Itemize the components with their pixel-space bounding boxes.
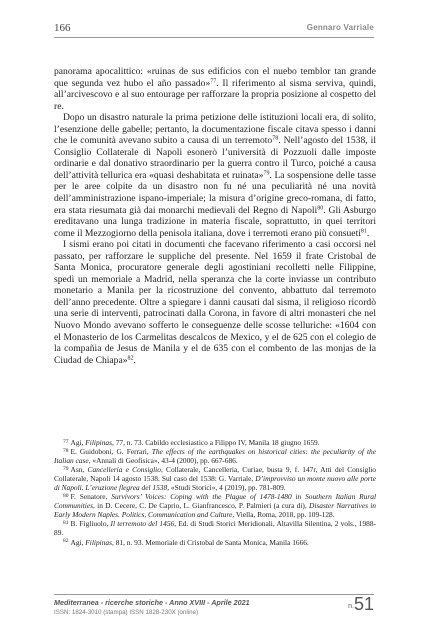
issue-number: 51 bbox=[353, 594, 374, 614]
footnote-text: , Ed. di Studi Storici Meridionali, Altavilla Silentina, 2 vols., 1988-89. bbox=[54, 519, 376, 538]
body-text-run: . Gli Asburgo ereditavano una lunga tradizione in materia fiscale, soprattutto, in quei territori come il Mezzogiorno della penisola italiana, dove i terremoti erano più consueti bbox=[54, 204, 376, 239]
footnote-reference: 77 bbox=[210, 78, 217, 85]
footnote-number: 81 bbox=[63, 519, 69, 526]
footnote bbox=[54, 438, 376, 447]
footnote-reference: 79 bbox=[263, 170, 270, 177]
footnote-text: Agi, bbox=[70, 438, 86, 447]
footnote bbox=[54, 538, 376, 547]
body-text-run: panorama apocalittico: «ruinas de sus edificios con el nuebo temblor tan grande que segunda vez hubo el año passado» bbox=[54, 66, 376, 89]
page-header bbox=[54, 22, 374, 38]
footnote-text: , «Annali di Geofisica», 43-4 (2000), pp. 667-686. bbox=[88, 456, 238, 466]
issue-block bbox=[348, 594, 374, 620]
footnote-number: 82 bbox=[63, 538, 69, 545]
footnote-reference: 78 bbox=[272, 135, 279, 142]
issue-prefix: n. bbox=[348, 603, 354, 610]
header-rule bbox=[54, 37, 374, 38]
footnote-text: , Collaterale, Cancelleria, Curiae, busta 9, f. 147r, Atti del Consiglio Collaterale, Napoli 14 agosto 1538. Sul caso del 1538: G. Varriale, bbox=[54, 465, 376, 484]
body-text bbox=[54, 66, 376, 366]
footnote-text: , in D. Cecere, C. De Caprio, L. Gianfrancesco, P. Palmieri (a cura di), bbox=[93, 501, 310, 511]
footnote-text: , «Studi Storici», 4 (2019), pp. 781-809. bbox=[167, 483, 286, 493]
footnote-text: , Viella, Roma, 2018, pp. 109-128. bbox=[232, 510, 335, 520]
body-text-run: . Nell’agosto del 1538, il Consiglio Collaterale di Napoli esonerò l’università di Pozzuoli dalle imposte ordinarie e dal donativo straordinario per la guerra contro il Turco, poiché a causa dell’attività tellurica era «quasi deshabitata et ruinata» bbox=[54, 135, 376, 181]
footnote bbox=[54, 492, 376, 519]
page-number: 166 bbox=[54, 22, 71, 34]
footnote-number: 79 bbox=[63, 465, 69, 472]
body-text-run: . bbox=[366, 227, 370, 239]
footnote-text: F. Senatore, bbox=[70, 492, 112, 502]
footnote-title: Filipinas bbox=[85, 537, 112, 547]
body-paragraph bbox=[54, 66, 376, 112]
footnote-title: D’improvviso un monte nuovo alle porte di Napoli. L’eruzione flegrea del 1538 bbox=[54, 474, 376, 493]
footnote-number: 77 bbox=[63, 438, 69, 445]
body-paragraph bbox=[54, 112, 376, 239]
footnote-title: Cancelleria e Consiglio bbox=[87, 465, 161, 475]
footnote-number: 80 bbox=[63, 492, 69, 499]
running-author: Gennaro Varriale bbox=[306, 23, 374, 32]
footnote-title: Disaster Narratives in Early Modern Naples. Politics, Communication and Culture bbox=[54, 501, 377, 520]
body-paragraph bbox=[54, 239, 376, 366]
body-text-run: . La sospensione delle tasse per le aree colpite da un disastro non fu né una peculiarità né una novità dell’amministrazione ispano-imperiale; la misura d’origine greco-romana, di fatto, era stata riesumata già dai monarchi medievali del Regno di Napoli bbox=[54, 169, 376, 216]
body-text-run: Dopo un disastro naturale la prima petizione delle istituzioni locali era, di solito, l’esenzione delle gabelle; pertanto, la documentazione fiscale citava spesso i danni che le comunità avevano subito a causa di un terremoto bbox=[54, 112, 376, 147]
footnote-number: 78 bbox=[63, 447, 69, 454]
issn-line: ISSN: 1824-3010 (stampa) ISSN 1828-230X (online) bbox=[54, 609, 199, 616]
body-text-run: . Il riferimento al sisma serviva, quindi, all’arcivescovo e al suo entourage per rafforzare la propria posizione al cospetto del re. bbox=[54, 77, 376, 112]
footnote-text: , 81, n. 93. Memoriale di Cristobal de Santa Monica, Manila 1666. bbox=[112, 537, 309, 547]
footnote-title: Survivors’ Voices: Coping with the Plague of 1478-1480 in Southern Italian Rural Communities bbox=[54, 492, 376, 511]
footnote-reference: 82 bbox=[127, 355, 134, 362]
footer-rule bbox=[54, 594, 374, 595]
footnote-title: Filipinas bbox=[85, 438, 112, 447]
body-text-run: I sismi erano poi citati in documenti che facevano riferimento a casi occorsi nel passato, per rafforzare le suppliche del presente. Nel 1659 il frate Cristobal de Santa Monica, procuratore generale degli agostiniani recolletti nelle Filippine, spedì un memoriale a Madrid, nella speranza che la corte inviasse un contributo monetario a Manila per la ricostruzione del convento, abbattuto dal terremoto dell’anno precedente. Oltre a spiegare i danni causati dal sisma, il religioso ricordò una serie di interventi, patrocinati dalla Corona, in favore di altri monasteri che nel Nuovo Mondo avevano sofferto le conseguenze delle scosse telluriche: «1604 con el Monasterio de los Carmelitas descalcos de Mexico, y el de 625 con el colegio de la compañia de Jesus de Manila y el de 635 con el combento de las monjas de la Ciudad de Chiapa» bbox=[54, 239, 376, 366]
body-text-run: . bbox=[133, 354, 136, 366]
footnote bbox=[54, 519, 376, 537]
footnote-text: Agi, bbox=[70, 537, 86, 547]
footnote-title: The effects of the earthquakes on historical cities: the peculiarity of the Italian case bbox=[54, 447, 376, 466]
footnote-title: Il terremoto del 1456 bbox=[110, 519, 175, 529]
footnote-reference: 80 bbox=[317, 205, 324, 212]
footnote-reference: 81 bbox=[360, 228, 367, 235]
footnote-text: B. Figliuolo, bbox=[70, 519, 111, 529]
footnote-text: , 77, n. 73. Cabildo ecclesiastico a Filippo IV, Manila 18 giugno 1659. bbox=[112, 438, 320, 447]
footnote-text: E. Guidoboni, G. Ferrari, bbox=[70, 447, 152, 457]
footnote-text: Asn, bbox=[70, 465, 88, 475]
journal-line: Mediterranea - ricerche storiche - Anno XVIII - Aprile 2021 bbox=[54, 598, 250, 607]
footnote bbox=[54, 447, 376, 465]
footnotes bbox=[54, 438, 376, 547]
footnote bbox=[54, 465, 376, 492]
page-footer bbox=[54, 594, 374, 626]
